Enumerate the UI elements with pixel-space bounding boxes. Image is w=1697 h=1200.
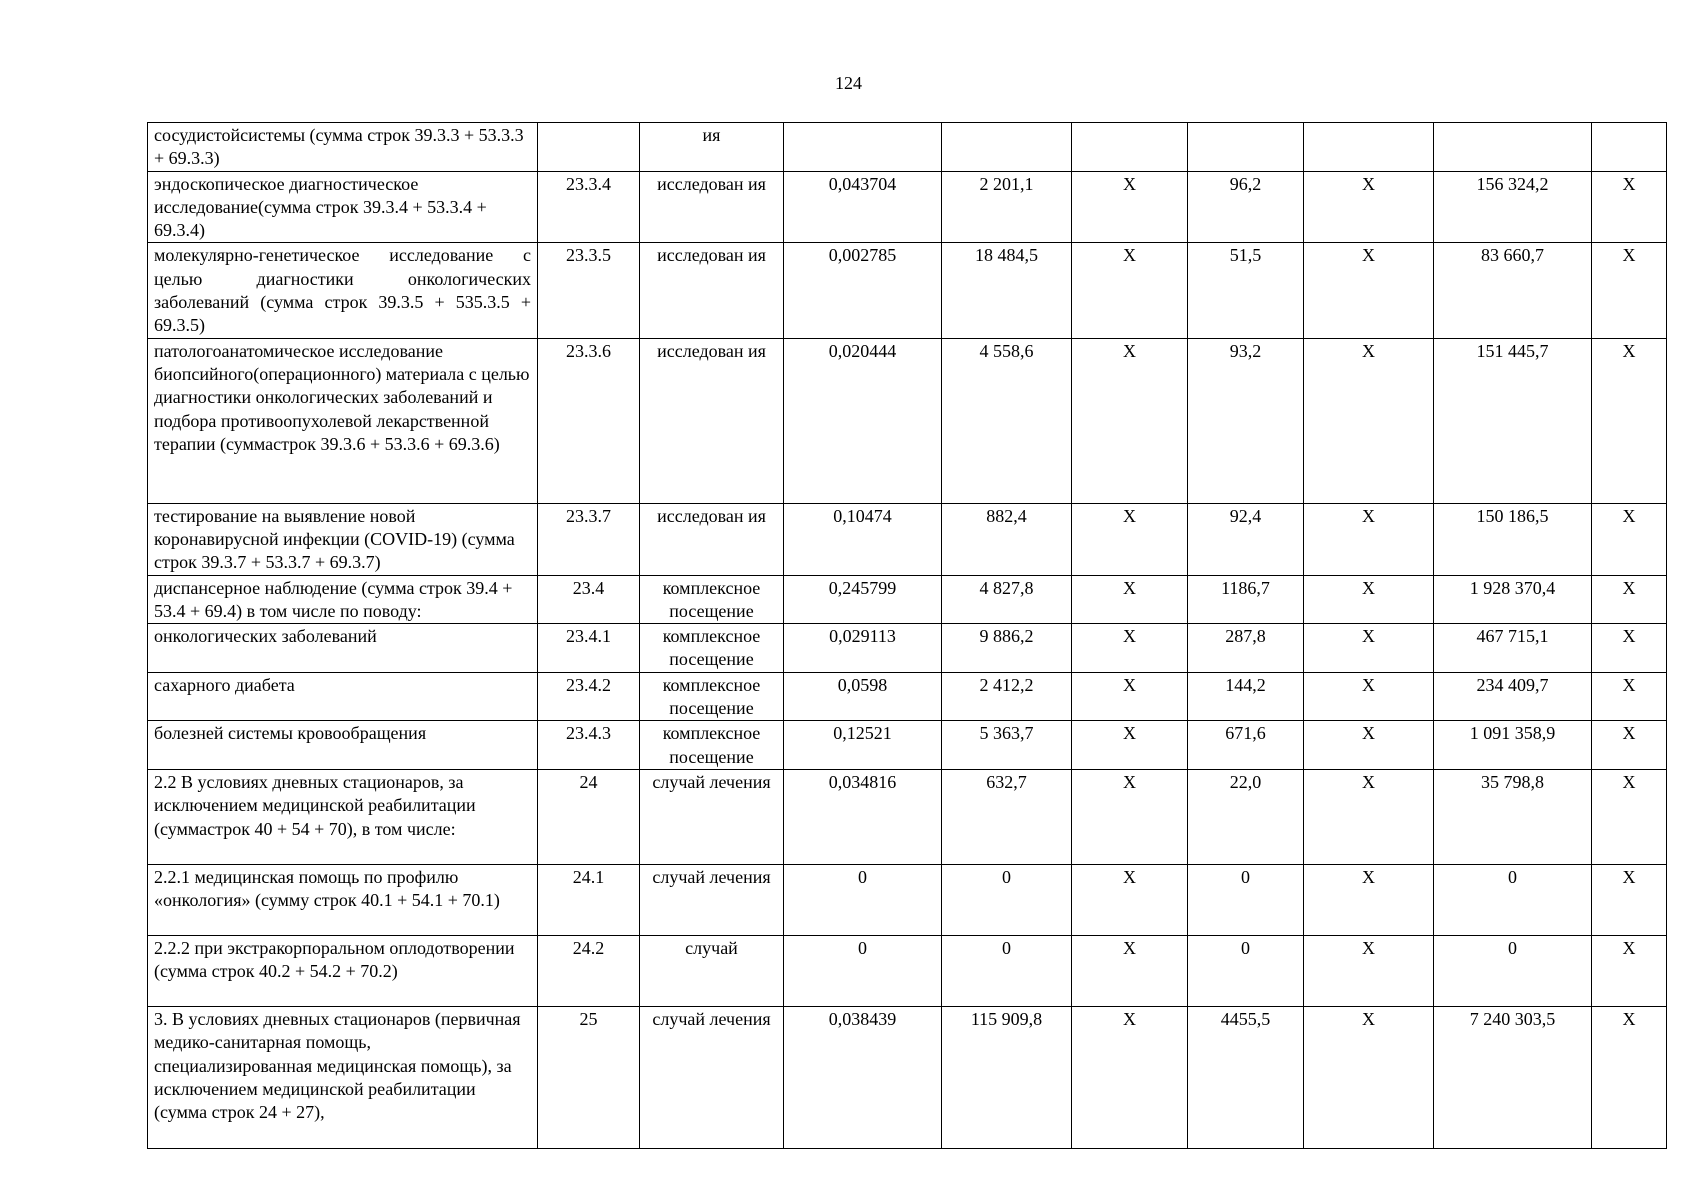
row-mark-cell: Х <box>1304 672 1434 721</box>
row-value-cell: 5 363,7 <box>942 721 1072 770</box>
table-row <box>148 503 1667 575</box>
row-value-cell: 287,8 <box>1188 624 1304 673</box>
row-mark-cell: Х <box>1592 864 1667 935</box>
row-mark-cell: Х <box>1304 338 1434 503</box>
row-value-cell <box>942 123 1072 172</box>
row-mark-cell: Х <box>1072 338 1188 503</box>
row-mark-cell: Х <box>1072 503 1188 575</box>
row-mark-cell: Х <box>1072 769 1188 864</box>
row-mark-cell <box>1304 123 1434 172</box>
row-name-cell: сахарного диабета <box>148 672 538 721</box>
table-row <box>148 1006 1667 1148</box>
row-name-cell: 2.2.1 медицинская помощь по профилю «онкология» (сумму строк 40.1 + 54.1 + 70.1) <box>148 864 538 935</box>
row-value-cell: 22,0 <box>1188 769 1304 864</box>
table-row <box>148 171 1667 243</box>
row-value-cell <box>784 123 942 172</box>
row-value-cell: 0,245799 <box>784 575 942 624</box>
row-value-cell: 0,034816 <box>784 769 942 864</box>
table-row <box>148 243 1667 338</box>
row-value-cell: 151 445,7 <box>1434 338 1592 503</box>
row-mark-cell: Х <box>1592 243 1667 338</box>
row-mark-cell: Х <box>1072 672 1188 721</box>
row-value-cell: 0 <box>784 864 942 935</box>
row-mark-cell: Х <box>1304 624 1434 673</box>
row-unit-cell: исследован ия <box>640 243 784 338</box>
row-name-cell: сосудистойсистемы (сумма строк 39.3.3 + 53.3.3 + 69.3.3) <box>148 123 538 172</box>
row-unit-cell: случай лечения <box>640 1006 784 1148</box>
row-unit-cell: случай <box>640 935 784 1006</box>
row-code-cell: 23.4.3 <box>538 721 640 770</box>
row-mark-cell: Х <box>1592 935 1667 1006</box>
row-mark-cell: Х <box>1304 243 1434 338</box>
row-mark-cell: Х <box>1072 243 1188 338</box>
row-mark-cell: Х <box>1304 721 1434 770</box>
row-value-cell: 0,10474 <box>784 503 942 575</box>
row-value-cell: 1186,7 <box>1188 575 1304 624</box>
table-row <box>148 624 1667 673</box>
table-row <box>148 338 1667 503</box>
row-value-cell: 0 <box>1188 935 1304 1006</box>
row-code-cell: 23.3.6 <box>538 338 640 503</box>
row-value-cell: 2 412,2 <box>942 672 1072 721</box>
row-value-cell: 4 827,8 <box>942 575 1072 624</box>
row-value-cell: 0 <box>942 935 1072 1006</box>
row-mark-cell: Х <box>1304 935 1434 1006</box>
row-value-cell <box>1434 123 1592 172</box>
row-value-cell: 144,2 <box>1188 672 1304 721</box>
row-mark-cell: Х <box>1304 769 1434 864</box>
row-name-cell: онкологических заболеваний <box>148 624 538 673</box>
row-unit-cell: случай лечения <box>640 864 784 935</box>
row-value-cell: 4 558,6 <box>942 338 1072 503</box>
row-mark-cell: Х <box>1592 575 1667 624</box>
row-unit-cell: комплексное посещение <box>640 575 784 624</box>
row-mark-cell <box>1072 123 1188 172</box>
row-value-cell: 632,7 <box>942 769 1072 864</box>
row-mark-cell <box>1592 123 1667 172</box>
table-row <box>148 935 1667 1006</box>
row-mark-cell: Х <box>1304 171 1434 243</box>
row-mark-cell: Х <box>1592 171 1667 243</box>
row-mark-cell: Х <box>1072 624 1188 673</box>
row-value-cell: 0 <box>784 935 942 1006</box>
row-code-cell: 23.4.1 <box>538 624 640 673</box>
row-name-cell: патологоанатомическое исследование биопсийного(операционного) материала с целью диагностики онкологических заболеваний и подбора противоопухолевой лекарственной терапии (суммастрок 39.3.6 + 53.3.6 + 69.3.6) <box>148 338 538 503</box>
row-value-cell: 0 <box>1188 864 1304 935</box>
row-name-cell: 2.2.2 при экстракорпоральном оплодотворении (сумма строк 40.2 + 54.2 + 70.2) <box>148 935 538 1006</box>
row-value-cell: 35 798,8 <box>1434 769 1592 864</box>
row-code-cell: 23.3.4 <box>538 171 640 243</box>
row-name-cell: 2.2 В условиях дневных стационаров, за исключением медицинской реабилитации (суммастрок 40 + 54 + 70), в том числе: <box>148 769 538 864</box>
row-mark-cell: Х <box>1592 503 1667 575</box>
row-value-cell: 51,5 <box>1188 243 1304 338</box>
row-value-cell: 2 201,1 <box>942 171 1072 243</box>
row-mark-cell: Х <box>1072 575 1188 624</box>
row-mark-cell: Х <box>1592 769 1667 864</box>
row-value-cell: 0,038439 <box>784 1006 942 1148</box>
row-name-cell: эндоскопическое диагностическое исследование(сумма строк 39.3.4 + 53.3.4 + 69.3.4) <box>148 171 538 243</box>
row-value-cell: 92,4 <box>1188 503 1304 575</box>
row-mark-cell: Х <box>1072 721 1188 770</box>
row-value-cell: 882,4 <box>942 503 1072 575</box>
row-value-cell: 1 928 370,4 <box>1434 575 1592 624</box>
row-unit-cell: случай лечения <box>640 769 784 864</box>
row-value-cell: 115 909,8 <box>942 1006 1072 1148</box>
row-value-cell: 0,002785 <box>784 243 942 338</box>
row-value-cell: 83 660,7 <box>1434 243 1592 338</box>
row-mark-cell: Х <box>1592 1006 1667 1148</box>
row-unit-cell: ия <box>640 123 784 172</box>
row-mark-cell: Х <box>1592 624 1667 673</box>
row-mark-cell: Х <box>1592 672 1667 721</box>
row-value-cell: 0 <box>1434 935 1592 1006</box>
row-code-cell: 24.1 <box>538 864 640 935</box>
row-value-cell: 0 <box>942 864 1072 935</box>
row-name-cell: диспансерное наблюдение (сумма строк 39.4 + 53.4 + 69.4) в том числе по поводу: <box>148 575 538 624</box>
row-unit-cell: комплексное посещение <box>640 672 784 721</box>
row-name-cell: тестирование на выявление новой коронавирусной инфекции (COVID-19) (сумма строк 39.3.7 + 53.3.7 + 69.3.7) <box>148 503 538 575</box>
row-value-cell: 0,029113 <box>784 624 942 673</box>
row-mark-cell: Х <box>1304 864 1434 935</box>
row-name-cell: болезней системы кровообращения <box>148 721 538 770</box>
table-row <box>148 575 1667 624</box>
row-value-cell: 18 484,5 <box>942 243 1072 338</box>
table-row <box>148 672 1667 721</box>
row-value-cell: 7 240 303,5 <box>1434 1006 1592 1148</box>
row-code-cell: 25 <box>538 1006 640 1148</box>
table-row <box>148 123 1667 172</box>
table-body <box>148 123 1667 1149</box>
row-code-cell: 23.4 <box>538 575 640 624</box>
row-value-cell: 9 886,2 <box>942 624 1072 673</box>
table-row <box>148 769 1667 864</box>
row-mark-cell: Х <box>1304 1006 1434 1148</box>
row-value-cell: 671,6 <box>1188 721 1304 770</box>
row-value-cell: 0,0598 <box>784 672 942 721</box>
row-unit-cell: комплексное посещение <box>640 721 784 770</box>
row-value-cell: 96,2 <box>1188 171 1304 243</box>
row-code-cell <box>538 123 640 172</box>
row-name-cell: 3. В условиях дневных стационаров (первичная медико-санитарная помощь, специализированная медицинская помощь), за исключением медицинской реабилитации (сумма строк 24 + 27), <box>148 1006 538 1148</box>
row-value-cell: 467 715,1 <box>1434 624 1592 673</box>
row-value-cell: 1 091 358,9 <box>1434 721 1592 770</box>
row-unit-cell: исследован ия <box>640 338 784 503</box>
row-mark-cell: Х <box>1072 864 1188 935</box>
row-value-cell: 0,043704 <box>784 171 942 243</box>
row-value-cell: 93,2 <box>1188 338 1304 503</box>
row-mark-cell: Х <box>1072 1006 1188 1148</box>
row-unit-cell: исследован ия <box>640 171 784 243</box>
row-value-cell: 0,12521 <box>784 721 942 770</box>
row-code-cell: 23.3.7 <box>538 503 640 575</box>
row-unit-cell: исследован ия <box>640 503 784 575</box>
table-row <box>148 721 1667 770</box>
row-value-cell <box>1188 123 1304 172</box>
row-value-cell: 150 186,5 <box>1434 503 1592 575</box>
data-table <box>147 122 1667 1149</box>
page-number: 124 <box>835 73 862 93</box>
row-value-cell: 0,020444 <box>784 338 942 503</box>
row-value-cell: 0 <box>1434 864 1592 935</box>
row-mark-cell: Х <box>1592 721 1667 770</box>
row-mark-cell: Х <box>1592 338 1667 503</box>
row-mark-cell: Х <box>1072 935 1188 1006</box>
row-code-cell: 23.3.5 <box>538 243 640 338</box>
row-mark-cell: Х <box>1072 171 1188 243</box>
row-mark-cell: Х <box>1304 503 1434 575</box>
table-row <box>148 864 1667 935</box>
row-mark-cell: Х <box>1304 575 1434 624</box>
row-code-cell: 23.4.2 <box>538 672 640 721</box>
row-code-cell: 24.2 <box>538 935 640 1006</box>
row-value-cell: 4455,5 <box>1188 1006 1304 1148</box>
row-value-cell: 234 409,7 <box>1434 672 1592 721</box>
row-code-cell: 24 <box>538 769 640 864</box>
row-name-cell: молекулярно-генетическое исследование с целью диагностики онкологических заболеваний (сумма строк 39.3.5 + 535.3.5 + 69.3.5) <box>148 243 538 338</box>
row-unit-cell: комплексное посещение <box>640 624 784 673</box>
row-value-cell: 156 324,2 <box>1434 171 1592 243</box>
